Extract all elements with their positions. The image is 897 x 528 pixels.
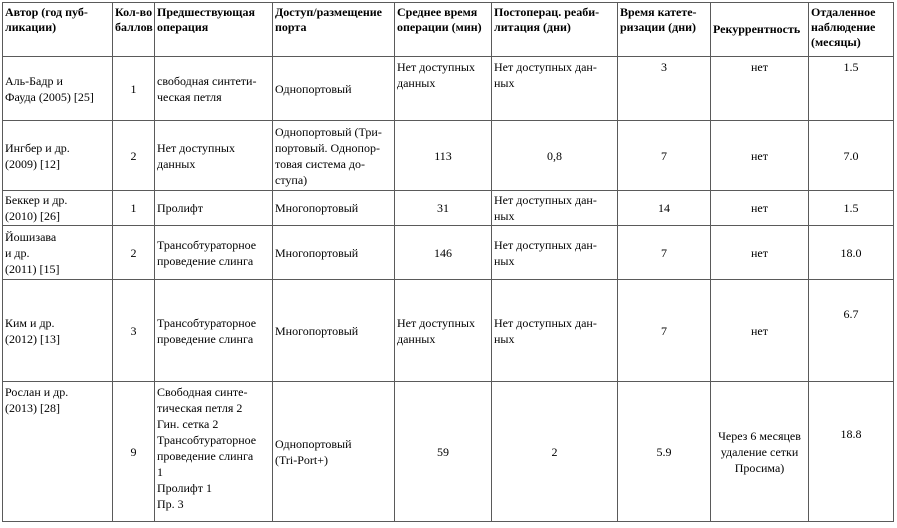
- followup-cell: 7.0: [809, 121, 894, 191]
- header-cell: Отдаленное наблюдение (месяцы): [809, 3, 894, 57]
- recurrence-cell: Через 6 месяцев удаление сетки Просима): [711, 382, 809, 522]
- header-cell: Предшествующая операция: [155, 3, 273, 57]
- mean-time-cell: 59: [395, 382, 492, 522]
- table-row: [3, 382, 894, 522]
- data-table: [2, 2, 894, 522]
- recurrence-cell: нет: [711, 280, 809, 382]
- rehab-cell: Нет доступных дан- ных: [492, 57, 618, 121]
- header-cell: Время катете- ризации (дни): [618, 3, 711, 57]
- author-cell: Ингбер и др. (2009) [12]: [3, 121, 113, 191]
- score-cell: 1: [113, 57, 155, 121]
- mean-time-cell: 113: [395, 121, 492, 191]
- rehab-cell: Нет доступных дан- ных: [492, 226, 618, 280]
- prev-op-cell: Свободная синте- тическая петля 2 Гин. сетка 2 Трансобтураторное проведение слинга 1 Пролифт 1 Пр. 3: [155, 382, 273, 522]
- score-cell: 9: [113, 382, 155, 522]
- header-cell: Среднее время операции (мин): [395, 3, 492, 57]
- access-cell: Однопортовый (Tri-Port+): [273, 382, 395, 522]
- catheter-cell: 5.9: [618, 382, 711, 522]
- catheter-cell: 14: [618, 191, 711, 226]
- followup-cell: 1.5: [809, 191, 894, 226]
- mean-time-cell: Нет доступных данных: [395, 280, 492, 382]
- table-row: [3, 121, 894, 191]
- access-cell: Однопортовый: [273, 57, 395, 121]
- access-cell: Многопортовый: [273, 280, 395, 382]
- score-cell: 3: [113, 280, 155, 382]
- mean-time-cell: 146: [395, 226, 492, 280]
- access-cell: Многопортовый: [273, 191, 395, 226]
- followup-cell: 18.8: [809, 382, 894, 522]
- catheter-cell: 7: [618, 121, 711, 191]
- access-cell: Многопортовый: [273, 226, 395, 280]
- table-row: [3, 280, 894, 382]
- prev-op-cell: Пролифт: [155, 191, 273, 226]
- followup-cell: 1.5: [809, 57, 894, 121]
- author-cell: Рослан и др. (2013) [28]: [3, 382, 113, 522]
- header-cell: Доступ/размещение порта: [273, 3, 395, 57]
- recurrence-cell: нет: [711, 226, 809, 280]
- score-cell: 2: [113, 226, 155, 280]
- header-cell: Кол-во баллов: [113, 3, 155, 57]
- rehab-cell: Нет доступных дан- ных: [492, 191, 618, 226]
- author-cell: Ким и др. (2012) [13]: [3, 280, 113, 382]
- table-row: [3, 57, 894, 121]
- author-cell: Йошизава и др. (2011) [15]: [3, 226, 113, 280]
- author-cell: Аль-Бадр и Фауда (2005) [25]: [3, 57, 113, 121]
- header-cell: Постоперац. реаби- литация (дни): [492, 3, 618, 57]
- access-cell: Однопортовый (Три- портовый. Однопор- товая система до- ступа): [273, 121, 395, 191]
- score-cell: 2: [113, 121, 155, 191]
- score-cell: 1: [113, 191, 155, 226]
- header-cell: Рекуррентность: [711, 3, 809, 57]
- prev-op-cell: Трансобтураторное проведение слинга: [155, 226, 273, 280]
- recurrence-cell: нет: [711, 57, 809, 121]
- header-cell: Автор (год пуб- ликации): [3, 3, 113, 57]
- recurrence-cell: нет: [711, 191, 809, 226]
- header-row: [3, 3, 894, 57]
- mean-time-cell: 31: [395, 191, 492, 226]
- rehab-cell: 0,8: [492, 121, 618, 191]
- rehab-cell: 2: [492, 382, 618, 522]
- catheter-cell: 7: [618, 280, 711, 382]
- prev-op-cell: Трансобтураторное проведение слинга: [155, 280, 273, 382]
- prev-op-cell: свободная синтети- ческая петля: [155, 57, 273, 121]
- prev-op-cell: Нет доступных данных: [155, 121, 273, 191]
- author-cell: Беккер и др. (2010) [26]: [3, 191, 113, 226]
- rehab-cell: Нет доступных дан- ных: [492, 280, 618, 382]
- catheter-cell: 7: [618, 226, 711, 280]
- recurrence-cell: нет: [711, 121, 809, 191]
- mean-time-cell: Нет доступных данных: [395, 57, 492, 121]
- table-row: [3, 226, 894, 280]
- followup-cell: 18.0: [809, 226, 894, 280]
- followup-cell: 6.7: [809, 280, 894, 382]
- table-row: [3, 191, 894, 226]
- catheter-cell: 3: [618, 57, 711, 121]
